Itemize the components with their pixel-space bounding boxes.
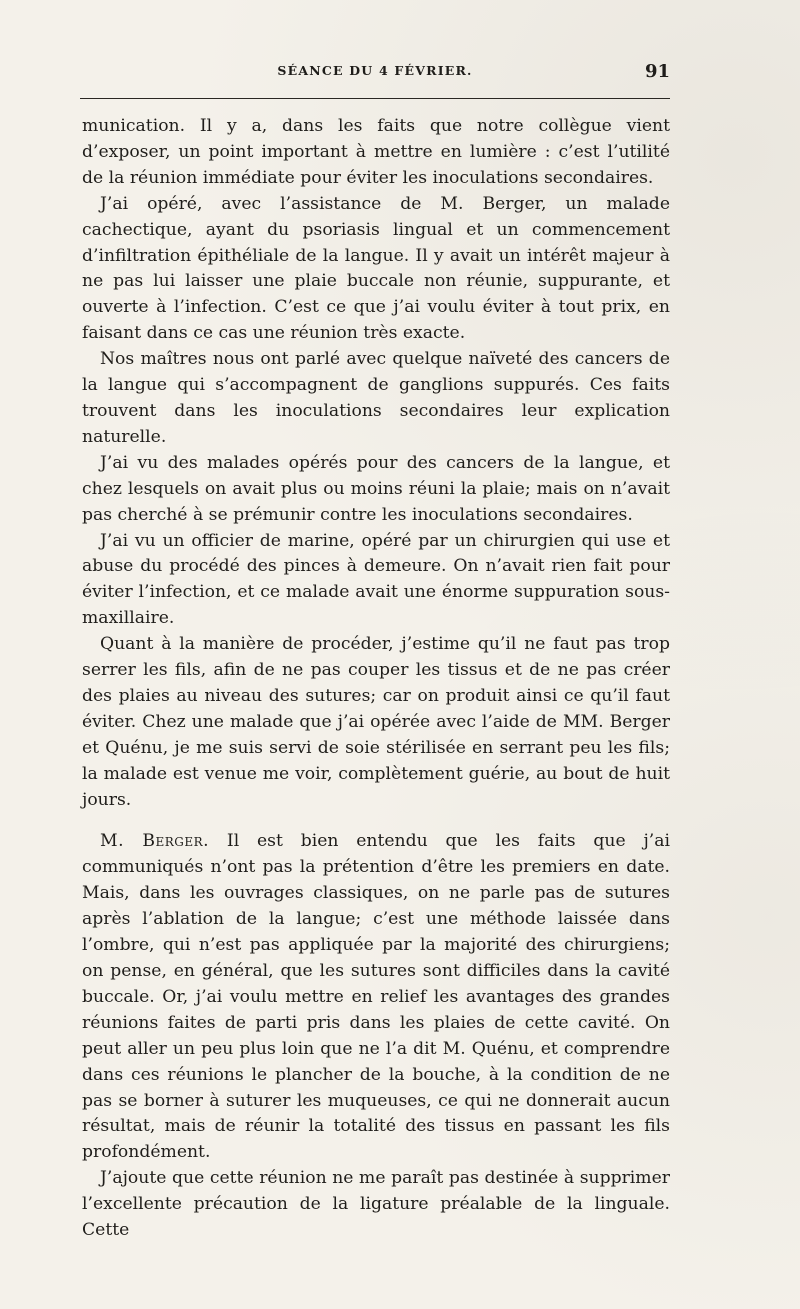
running-head [80, 63, 670, 87]
paragraph-7-text: Il est bien entendu que les faits que j’ai communiqués n’ont pas la prétention d’être les premiers en date. Mais, dans les ouvrages classiques, on ne parle pas de sutures après l’ablation de la langue; c’est une méthode laissée dans l’ombre, qui n’est pas appliquée par la majorité des chirurgiens; on pense, en général, que les sutures sont difficiles dans la cavité buccale. Or, j’ai voulu mettre en relief les avantages des grandes réunions faites de parti pris dans les plaies de cette cavité. On peut aller un peu plus loin que ne l’a dit M. Quénu, et comprendre dans ces réunions le plancher de la bouche, à la condition de ne pas se borner à suturer les muqueuses, ce qui ne donnerait aucun résultat, mais de réunir la totalité des tissus en passant les fils profondément. [82, 831, 670, 1163]
paragraph-8: J’ajoute que cette réunion ne me paraît pas destinée à supprimer l’excellente précaution de la ligature préalable de la linguale. Cette [82, 1168, 670, 1241]
paragraph-3: Nos maîtres nous ont parlé avec quelque naïveté des cancers de la langue qui s’accompagnent de ganglions suppurés. Ces faits trouvent dans les inoculations secondaires leur explication naturelle. [82, 349, 670, 447]
paragraph-5: J’ai vu un officier de marine, opéré par un chirurgien qui use et abuse du procédé des pinces à demeure. On n’avait rien fait pour éviter l’infection, et ce malade avait une énorme suppuration sous-maxillaire. [82, 530, 670, 629]
body-text [82, 114, 670, 1244]
page-number: 91 [644, 61, 670, 82]
speaker-name: M. Berger. [100, 831, 210, 852]
paragraph-1: munication. Il y a, dans les faits que notre collègue vient d’exposer, un point important à mettre en lumière : c’est l’utilité de la réunion immédiate pour éviter les inoculations secondaires. [82, 116, 670, 188]
paragraph-6: Quant à la manière de procéder, j’estime qu’il ne faut pas trop serrer les fils, afin de ne pas couper les tissus et de ne pas créer des plaies au niveau des sutures; car on produit ainsi ce qu’il faut éviter. Chez une malade que j’ai opérée avec l’aide de MM. Berger et Quénu, je me suis servi de soie stérilisée en serrant peu les fils; la malade est venue me voir, complètement guérie, au bout de huit jours. [82, 634, 670, 810]
header-rule [80, 98, 670, 99]
running-title: SÉANCE DU 4 FÉVRIER. [277, 63, 473, 78]
paragraph-2: J’ai opéré, avec l’assistance de M. Berger, un malade cachectique, ayant du psoriasis lingual et un commencement d’infiltration épithéliale de la langue. Il y avait un intérêt majeur à ne pas lui laisser une plaie buccale non réunie, suppurante, et ouverte à l’infection. C’est ce que j’ai voulu éviter à tout prix, en faisant dans ce cas une réunion très exacte. [82, 193, 670, 344]
paragraph-7 [82, 829, 670, 1166]
paragraph-4: J’ai vu des malades opérés pour des cancers de la langue, et chez lesquels on avait plus ou moins réuni la plaie; mais on n’avait pas cherché à se prémunir contre les inoculations secondaires. [82, 452, 670, 525]
